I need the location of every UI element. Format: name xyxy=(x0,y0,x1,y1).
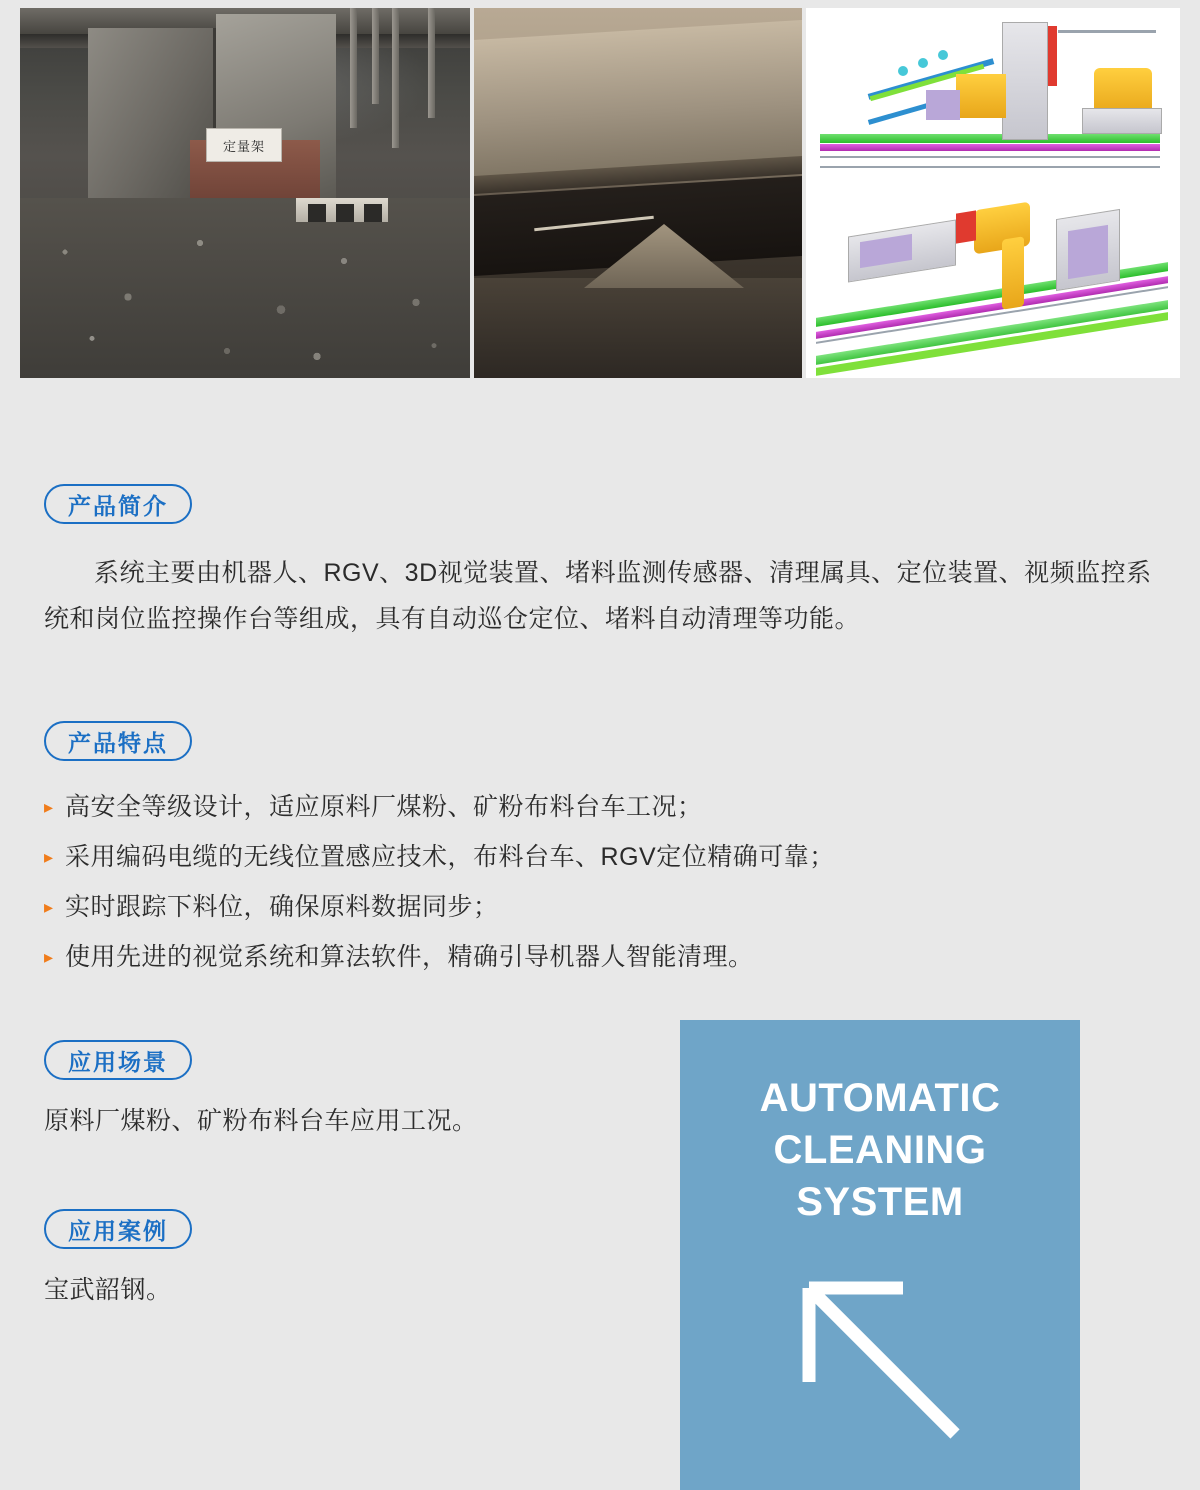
features-list xyxy=(44,790,1044,990)
photo-bolt xyxy=(308,204,326,222)
photo-pipe xyxy=(428,8,435,118)
cad-robot-arm-lower xyxy=(1002,236,1024,309)
list-item-label: 采用编码电缆的无线位置感应技术，布料台车、RGV定位精确可靠； xyxy=(65,843,835,871)
photo-bolt xyxy=(336,204,354,222)
cad-yellow-unit xyxy=(956,74,1006,118)
cad-red-column xyxy=(1048,26,1057,86)
bullet-arrow-icon: ▸ xyxy=(44,847,54,867)
cad-isometric-view xyxy=(806,194,1180,370)
section-heading-case: 应用案例 xyxy=(44,1209,192,1249)
photo-pipe xyxy=(372,8,379,104)
cad-sensor xyxy=(898,66,908,76)
cad-platform xyxy=(1058,30,1156,33)
photo-sign-label: 定量架 xyxy=(206,128,282,162)
panel-title-line-1: AUTOMATIC xyxy=(759,1076,1001,1120)
cad-red-part xyxy=(956,210,976,243)
cad-rail-green xyxy=(820,134,1160,143)
site-photo-conveyor-belt xyxy=(474,8,802,378)
photo-strip xyxy=(20,8,1180,378)
photo-floor xyxy=(474,278,802,378)
list-item xyxy=(44,890,1044,924)
bullet-arrow-icon: ▸ xyxy=(44,947,54,967)
panel-title-line-3: SYSTEM xyxy=(796,1180,964,1224)
cad-ground-strip xyxy=(816,312,1168,376)
site-photo-weighing-frame xyxy=(20,8,470,378)
arrow-up-left-icon xyxy=(795,1274,965,1444)
list-item-label: 实时跟踪下料位，确保原料数据同步； xyxy=(65,893,499,921)
cad-cabinet-panel xyxy=(1068,225,1108,279)
panel-title xyxy=(760,1072,1001,1228)
section-heading-scenario: 应用场景 xyxy=(44,1040,192,1080)
cad-guide-line xyxy=(820,156,1160,158)
photo-pipe xyxy=(350,8,357,128)
cad-sensor xyxy=(918,58,928,68)
list-item-label: 高安全等级设计，适应原料厂煤粉、矿粉布料台车工况； xyxy=(65,793,703,821)
intro-paragraph: 系统主要由机器人、RGV、3D视觉装置、堵料监测传感器、清理属具、定位装置、视频监控系统和岗位监控操作台等组成，具有自动巡仓定位、堵料自动清理等功能。 xyxy=(44,559,1152,633)
cad-robot-base xyxy=(1082,108,1162,134)
cad-rail-magenta xyxy=(820,144,1160,151)
section-heading-features: 产品特点 xyxy=(44,721,192,761)
list-item xyxy=(44,940,1044,974)
scenario-text: 原料厂煤粉、矿粉布料台车应用工况。 xyxy=(44,1107,478,1135)
cad-guide-line xyxy=(820,166,1160,168)
cad-violet-unit xyxy=(926,90,960,120)
photo-pipe xyxy=(392,8,399,148)
cad-sensor xyxy=(938,50,948,60)
photo-coal-pile xyxy=(20,198,470,378)
list-item xyxy=(44,840,1044,874)
list-item xyxy=(44,790,1044,824)
highlight-panel xyxy=(680,1020,1080,1490)
bullet-arrow-icon: ▸ xyxy=(44,897,54,917)
photo-bolt xyxy=(364,204,382,222)
cad-tower xyxy=(1002,22,1048,140)
cad-render-robot-cleaning-system xyxy=(806,8,1180,378)
bullet-arrow-icon: ▸ xyxy=(44,797,54,817)
cad-elevation-view xyxy=(806,16,1180,186)
case-text: 宝武韶钢。 xyxy=(44,1276,172,1304)
panel-title-line-2: CLEANING xyxy=(773,1128,987,1172)
section-heading-intro: 产品简介 xyxy=(44,484,192,524)
list-item-label: 使用先进的视觉系统和算法软件，精确引导机器人智能清理。 xyxy=(65,943,754,971)
